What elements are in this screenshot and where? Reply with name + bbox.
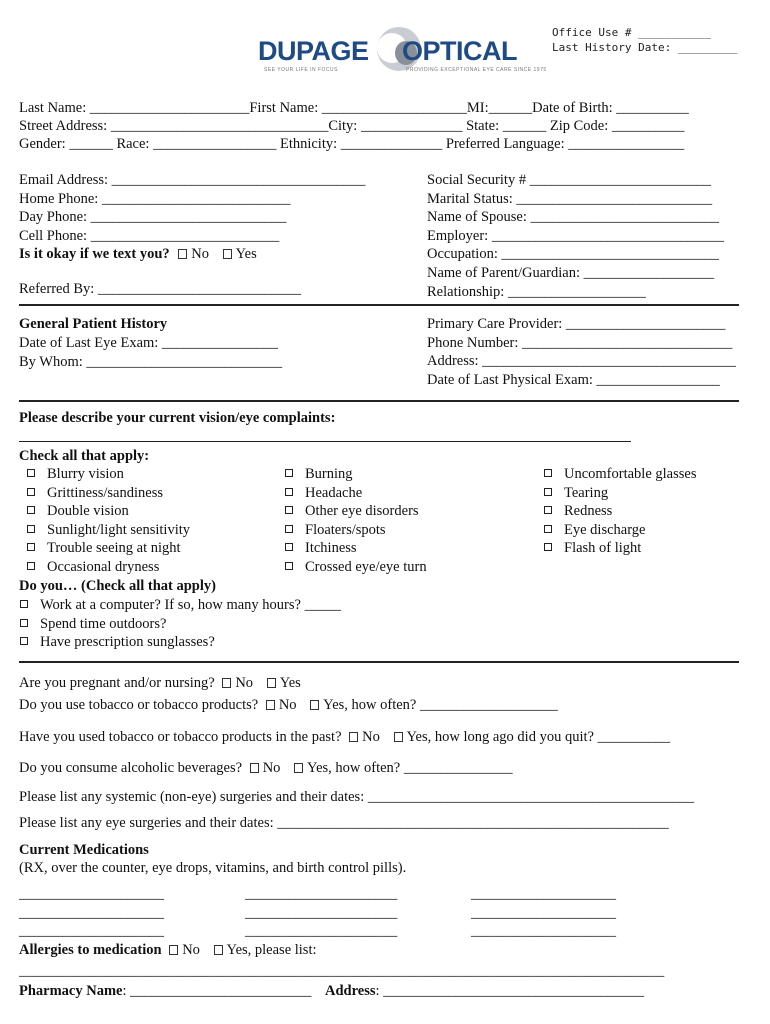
last-history-date: Last History Date: _________ <box>552 41 738 54</box>
history-title: General Patient History <box>19 316 168 332</box>
symptom-item <box>544 539 696 558</box>
logo-tagline-right: PROVIDING EXCEPTIONAL EYE CARE SINCE 1975 <box>406 67 547 73</box>
occupation-field[interactable]: Occupation: ______________________________ <box>427 246 719 263</box>
symptom-item <box>285 521 427 540</box>
tobacco-no-label: No <box>278 697 297 713</box>
parent-guardian-field[interactable]: Name of Parent/Guardian: __________________ <box>427 264 715 281</box>
symptom-label: Trouble seeing at night <box>47 540 181 557</box>
pregnant-no-checkbox[interactable] <box>222 678 231 688</box>
symptom-checkbox[interactable] <box>27 506 35 514</box>
symptom-checkbox[interactable] <box>544 488 552 496</box>
do-you-block <box>20 596 341 652</box>
complaints-answer-line[interactable] <box>19 441 631 442</box>
symptom-label: Redness <box>564 503 613 520</box>
alcohol-no-label: No <box>262 760 281 776</box>
text-ok-question <box>19 245 365 264</box>
email-field[interactable]: Email Address: ___________________________________ <box>19 172 366 188</box>
text-ok-no-label: No <box>191 246 209 263</box>
do-you-checkbox[interactable] <box>20 600 28 608</box>
alcohol-label: Do you consume alcoholic beverages? <box>19 760 243 776</box>
allergies-no-label: No <box>182 942 200 958</box>
symptom-item <box>27 465 190 484</box>
symptom-label: Flash of light <box>564 540 642 557</box>
allergies-list-line[interactable]: _________________________________________________________________________________________ <box>19 963 665 979</box>
logo-word-right: OPTICAL <box>402 36 517 66</box>
symptom-checkbox[interactable] <box>27 488 35 496</box>
pharmacy-name-label: Pharmacy Name <box>19 983 123 999</box>
tobacco-yes-checkbox[interactable] <box>310 700 319 710</box>
do-you-label: Have prescription sunglasses? <box>40 634 215 651</box>
home-phone-field[interactable]: Home Phone: __________________________ <box>19 190 291 207</box>
alcohol-question <box>19 760 513 777</box>
check-all-title: Check all that apply: <box>19 448 150 464</box>
symptom-item <box>544 484 696 503</box>
symptom-checkbox[interactable] <box>285 562 293 570</box>
tobacco-label: Do you use tobacco or tobacco products? <box>19 697 259 713</box>
day-phone-field[interactable]: Day Phone: ___________________________ <box>19 209 287 226</box>
section-divider <box>19 304 739 306</box>
tobacco-yes-label: Yes, how often? ___________________ <box>323 697 558 713</box>
symptom-checkbox[interactable] <box>544 543 552 551</box>
alcohol-no-checkbox[interactable] <box>250 763 259 773</box>
do-you-item <box>20 615 341 634</box>
symptom-label: Uncomfortable glasses <box>564 466 697 482</box>
history-left-block <box>19 334 282 371</box>
tobacco-no-checkbox[interactable] <box>266 700 275 710</box>
symptom-label: Other eye disorders <box>305 503 419 520</box>
symptoms-col-1 <box>27 465 190 577</box>
medications-col-1 <box>19 885 164 941</box>
logo-tagline-left: SEE YOUR LIFE IN FOCUS <box>264 67 338 73</box>
symptom-label: Blurry vision <box>47 466 124 482</box>
office-use-number: Office Use # ___________ <box>552 26 711 39</box>
contact-left-block <box>19 171 365 264</box>
medication-blank[interactable]: ____________________ <box>19 904 164 921</box>
address-field[interactable]: Address: ___________________________________ <box>427 353 736 370</box>
symptom-checkbox[interactable] <box>285 506 293 514</box>
symptom-item <box>27 484 190 503</box>
pregnant-yes-label: Yes <box>279 675 301 691</box>
patient-info-line-2[interactable]: Street Address: ______________________________City: ______________ State: ______ Zip Code: __________ <box>19 118 685 134</box>
symptom-checkbox[interactable] <box>544 469 552 477</box>
symptom-item <box>27 539 190 558</box>
pharmacy-name-field[interactable]: : _________________________ <box>122 983 312 999</box>
symptom-label: Occasional dryness <box>47 558 160 575</box>
past-tobacco-no-label: No <box>362 729 380 745</box>
do-you-item <box>20 596 341 615</box>
pregnant-yes-checkbox[interactable] <box>267 678 276 688</box>
past-tobacco-label: Have you used tobacco or tobacco products in the past? <box>19 729 342 745</box>
last-physical-field[interactable]: Date of Last Physical Exam: _________________ <box>427 371 720 388</box>
do-you-checkbox[interactable] <box>20 619 28 627</box>
past-tobacco-yes-label: Yes, how long ago did you quit? __________ <box>406 729 671 745</box>
last-eye-exam-field[interactable]: Date of Last Eye Exam: ________________ <box>19 335 278 351</box>
section-divider <box>19 661 739 663</box>
symptom-checkbox[interactable] <box>27 562 35 570</box>
medications-subtitle: (RX, over the counter, eye drops, vitamins, and birth control pills). <box>19 860 407 876</box>
symptom-label: Eye discharge <box>564 521 646 538</box>
symptom-label: Double vision <box>47 503 129 520</box>
contact-right-block <box>427 171 724 301</box>
symptom-checkbox[interactable] <box>285 543 293 551</box>
medications-title: Current Medications <box>19 842 149 858</box>
symptom-label: Floaters/spots <box>305 521 386 538</box>
symptoms-col-2 <box>285 465 427 577</box>
primary-care-field[interactable]: Primary Care Provider: ______________________ <box>427 316 726 332</box>
allergies-yes-label: Yes, please list: <box>226 942 317 958</box>
past-tobacco-yes-checkbox[interactable] <box>394 732 403 742</box>
symptom-checkbox[interactable] <box>27 543 35 551</box>
symptom-item <box>544 521 696 540</box>
symptom-checkbox[interactable] <box>27 469 35 477</box>
symptom-label: Headache <box>305 484 363 501</box>
pregnant-label: Are you pregnant and/or nursing? <box>19 675 215 691</box>
medication-blank[interactable]: ____________________ <box>471 923 616 940</box>
past-tobacco-question <box>19 729 670 746</box>
symptom-checkbox[interactable] <box>544 506 552 514</box>
relationship-field[interactable]: Relationship: ___________________ <box>427 283 646 300</box>
text-ok-yes-label: Yes <box>235 246 257 263</box>
do-you-item <box>20 633 341 652</box>
symptom-item <box>285 484 427 503</box>
medications-col-3 <box>471 885 616 941</box>
patient-info-line-1[interactable]: Last Name: ______________________First Name: ____________________MI:______Date of Birth: __________ <box>19 100 689 116</box>
symptom-label: Grittiness/sandiness <box>47 484 163 501</box>
symptom-label: Crossed eye/eye turn <box>305 558 427 575</box>
medication-blank[interactable]: ____________________ <box>19 923 164 940</box>
complaints-prompt: Please describe your current vision/eye complaints: <box>19 410 336 426</box>
symptom-item <box>27 558 190 577</box>
past-tobacco-no-checkbox[interactable] <box>349 732 358 742</box>
spouse-name-field[interactable]: Name of Spouse: __________________________ <box>427 209 719 226</box>
symptom-item <box>285 465 427 484</box>
symptom-label: Itchiness <box>305 540 357 557</box>
allergies-yes-checkbox[interactable] <box>214 945 223 955</box>
medication-blank[interactable]: ____________________ <box>471 904 616 921</box>
symptom-checkbox[interactable] <box>285 469 293 477</box>
medication-blank[interactable]: _____________________ <box>245 886 398 902</box>
history-right-block <box>427 315 736 389</box>
symptom-item <box>27 502 190 521</box>
social-security-field[interactable]: Social Security # _________________________ <box>427 172 711 188</box>
symptom-item <box>285 558 427 577</box>
text-ok-label: Is it okay if we text you? <box>19 246 170 263</box>
symptom-checkbox[interactable] <box>285 525 293 533</box>
alcohol-yes-label: Yes, how often? _______________ <box>307 760 513 776</box>
pharmacy-address-label: Address <box>325 983 376 999</box>
symptom-label: Burning <box>305 466 353 482</box>
marital-status-field[interactable]: Marital Status: ___________________________ <box>427 190 713 207</box>
pregnant-question <box>19 675 301 692</box>
medication-blank[interactable]: ____________________ <box>19 886 164 902</box>
pregnant-no-label: No <box>235 675 254 691</box>
medication-blank[interactable]: ____________________ <box>471 886 616 902</box>
symptoms-col-3 <box>544 465 696 558</box>
symptom-checkbox[interactable] <box>285 488 293 496</box>
do-you-checkbox[interactable] <box>20 637 28 645</box>
symptom-item <box>285 502 427 521</box>
text-ok-yes-checkbox[interactable] <box>223 249 232 259</box>
text-ok-no-checkbox[interactable] <box>178 249 187 259</box>
symptom-label: Tearing <box>564 484 609 501</box>
symptom-checkbox[interactable] <box>544 525 552 533</box>
employer-field[interactable]: Employer: ________________________________ <box>427 227 724 244</box>
logo-word-left: DUPAGE <box>258 36 369 66</box>
symptom-item <box>285 539 427 558</box>
medication-blank[interactable]: _____________________ <box>245 904 398 921</box>
symptom-label: Sunlight/light sensitivity <box>47 521 191 538</box>
phone-number-field[interactable]: Phone Number: _____________________________ <box>427 334 733 351</box>
section-divider <box>19 400 739 402</box>
by-whom-field[interactable]: By Whom: ___________________________ <box>19 353 283 370</box>
allergies-no-checkbox[interactable] <box>169 945 178 955</box>
do-you-label: Spend time outdoors? <box>40 615 167 632</box>
allergies-question <box>19 942 317 959</box>
allergies-label: Allergies to medication <box>19 942 162 958</box>
symptom-checkbox[interactable] <box>27 525 35 533</box>
tobacco-question <box>19 697 558 714</box>
pharmacy-row <box>19 983 644 1000</box>
cell-phone-field[interactable]: Cell Phone: __________________________ <box>19 227 280 244</box>
pharmacy-address-field[interactable]: : ____________________________________ <box>375 983 645 999</box>
alcohol-yes-checkbox[interactable] <box>294 763 303 773</box>
symptom-item <box>544 502 696 521</box>
symptom-item <box>27 521 190 540</box>
eye-surgeries-field[interactable]: Please list any eye surgeries and their dates: ______________________________________________________ <box>19 815 669 831</box>
do-you-title: Do you… (Check all that apply) <box>19 578 216 594</box>
symptom-item <box>544 465 696 484</box>
patient-info-line-3[interactable]: Gender: ______ Race: _________________ Ethnicity: ______________ Preferred Language: ________________ <box>19 136 685 152</box>
systemic-surgeries-field[interactable]: Please list any systemic (non-eye) surgeries and their dates: _____________________________________________ <box>19 789 695 805</box>
referred-by-field[interactable]: Referred By: ____________________________ <box>19 281 301 297</box>
do-you-label: Work at a computer? If so, how many hours? _____ <box>40 597 341 613</box>
company-logo <box>256 26 547 76</box>
medication-blank[interactable]: _____________________ <box>245 923 398 940</box>
medications-col-2 <box>245 885 397 941</box>
